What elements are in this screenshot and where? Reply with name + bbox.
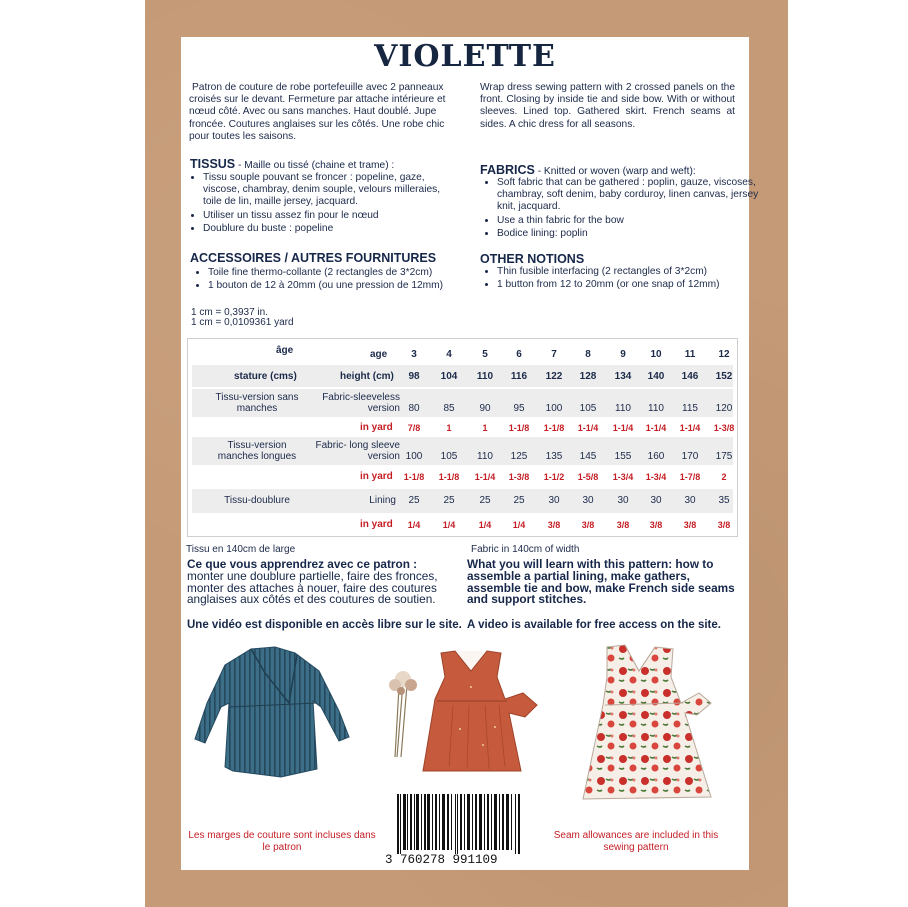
fabrics-sub: - Knitted or woven (warp and weft): <box>534 166 696 177</box>
video-note-fr: Une vidéo est disponible en accès libre sur le site. <box>187 619 462 631</box>
list-item: • Soft fabric that can be gathered : poplin, gauze, viscoses, chambray, soft denim, baby corduroy, linen canvas, jersey knit, jacquard. <box>497 177 759 214</box>
tissus-list <box>185 172 458 236</box>
list-item: • Utiliser un tissu assez fin pour le nœud <box>203 210 458 222</box>
sleeveless-yd-cell: 1-1/4 <box>645 423 667 433</box>
long-yd-cell: 1-3/4 <box>612 472 634 482</box>
age-cell: 7 <box>551 349 557 360</box>
list-item: • Bodice lining: poplin <box>497 228 759 240</box>
age-label-en: age <box>370 349 388 360</box>
long-cm-cell: 125 <box>510 451 528 462</box>
dress-photo-denim <box>189 643 354 783</box>
sleeveless-cm-cell: 100 <box>545 403 563 414</box>
sleeveless-cm-cell: 80 <box>408 403 420 414</box>
lining-yd-cell: 3/8 <box>649 520 663 530</box>
height-cell: 122 <box>545 371 563 382</box>
fabrics-heading <box>480 163 696 177</box>
long-yd-cell: 1-1/2 <box>543 472 565 482</box>
stature-label-en: height (cm) <box>340 371 394 382</box>
list-item: • Doublure du buste : popeline <box>203 223 458 235</box>
accessoires-heading: ACCESSOIRES / AUTRES FOURNITURES <box>190 251 437 265</box>
lining-yd-cell: 1/4 <box>512 520 526 530</box>
long-yd-cell: 1-5/8 <box>577 472 599 482</box>
table-row-lining-yard <box>192 516 733 532</box>
long-yd-cell: 1-7/8 <box>679 472 701 482</box>
notions-heading: OTHER NOTIONS <box>480 252 585 266</box>
lining-yd-cell: 3/8 <box>683 520 697 530</box>
lining-cm-cell: 25 <box>479 495 491 506</box>
height-cell: 110 <box>476 371 494 382</box>
long-cm-cell: 100 <box>405 451 423 462</box>
lining-yd-cell: 1/4 <box>407 520 421 530</box>
learn-french-rest: monter une doublure partielle, faire des fronces, monter des attaches à nouer, faire des coutures anglaises aux côtés et des coutures de soutien. <box>187 568 438 607</box>
fabric-width-en: Fabric in 140cm of width <box>471 544 580 555</box>
age-cell: 9 <box>620 349 626 360</box>
table-row-height <box>192 365 733 387</box>
lining-cm-cell: 30 <box>650 495 662 506</box>
height-cell: 134 <box>614 371 632 382</box>
conversion-inch: 1 cm = 0,3937 in. <box>191 307 268 318</box>
age-cell: 10 <box>650 349 662 360</box>
height-cell: 140 <box>647 371 665 382</box>
sleeveless-yd-cell: 1-1/4 <box>577 423 599 433</box>
long-yd-cell: 1-3/8 <box>508 472 530 482</box>
barcode-number: 3 760278 991109 <box>385 853 498 867</box>
list-item: • Tissu souple pouvant se froncer : popeline, gaze, viscose, chambray, denim souple, velours milleraies, toile de lin, maille jersey, jacquard. <box>203 172 458 209</box>
sleeveless-cm-cell: 120 <box>715 403 733 414</box>
accessoires-list <box>190 267 483 293</box>
sleeveless-cm-cell: 90 <box>479 403 491 414</box>
fabrics-list <box>479 177 759 241</box>
list-item: • 1 button from 12 to 20mm (or one snap of 12mm) <box>497 279 762 291</box>
page-title: VIOLETTE <box>374 39 556 74</box>
table-row-long-yard <box>192 468 733 484</box>
sleeveless-yd-cell: 1-1/4 <box>612 423 634 433</box>
long-yd-cell: 1-1/8 <box>438 472 460 482</box>
height-cell: 98 <box>408 371 420 382</box>
age-cell: 6 <box>516 349 522 360</box>
long-cm-cell: 175 <box>715 451 733 462</box>
sleeveless-cm-cell: 110 <box>615 403 631 414</box>
lining-yd-cell: 3/8 <box>616 520 630 530</box>
lining-cm-cell: 25 <box>408 495 420 506</box>
sleeveless-yd-cell: 1-1/8 <box>543 423 565 433</box>
learn-french <box>187 559 455 606</box>
list-item: • Thin fusible interfacing (2 rectangles of 3*2cm) <box>497 266 762 278</box>
sleeveless-yd-cell: 1-1/4 <box>679 423 701 433</box>
lining-cm-cell: 25 <box>513 495 525 506</box>
long-cm-cell: 155 <box>614 451 632 462</box>
age-cell: 3 <box>411 349 417 360</box>
pattern-sheet <box>181 37 759 870</box>
long-yd-cell: 1-1/8 <box>403 472 425 482</box>
conversion-yard: 1 cm = 0,0109361 yard <box>191 317 294 328</box>
lining-cm-cell: 35 <box>718 495 730 506</box>
sleeveless-label-en: Fabric-sleeveless version <box>322 392 400 414</box>
dress-photo-floral <box>573 643 723 805</box>
intro-english: Wrap dress sewing pattern with 2 crossed panels on the front. Closing by inside tie and side bow. With or without sleeves. Lined top. Gathered skirt. French seams at sides. A chic dress for all seasons. <box>480 82 735 130</box>
long-cm-cell: 110 <box>477 451 493 462</box>
fabric-width-fr: Tissu en 140cm de large <box>186 544 296 555</box>
learn-english: What you will learn with this pattern: how to assemble a partial lining, make gathers, assemble tie and bow, make French side seams and support stitches. <box>467 557 735 607</box>
long-cm-cell: 135 <box>545 451 563 462</box>
lining-yd-cell: 3/8 <box>717 520 731 530</box>
lining-yd-cell: 1/4 <box>442 520 456 530</box>
age-label-fr: âge <box>276 345 294 356</box>
in-yard-label: in yard <box>360 422 393 433</box>
age-cell: 4 <box>446 349 452 360</box>
age-cell: 8 <box>585 349 591 360</box>
sleeveless-cm-cell: 95 <box>513 403 525 414</box>
seam-note-fr: Les marges de couture sont incluses dans le patron <box>188 830 376 853</box>
stature-label-fr: stature (cms) <box>234 371 297 382</box>
lining-cm-cell: 30 <box>617 495 629 506</box>
lining-yd-cell: 3/8 <box>581 520 595 530</box>
sleeveless-yd-cell: 1 <box>446 423 452 433</box>
fabrics-title: FABRICS <box>480 163 535 177</box>
tissus-sub: - Maille ou tissé (chaine et trame) : <box>235 160 395 171</box>
long-label-en: Fabric- long sleeve version <box>315 440 400 462</box>
table-row-age <box>192 339 733 363</box>
lining-cm-cell: 30 <box>548 495 560 506</box>
list-item: • Toile fine thermo-collante (2 rectangles de 3*2cm) <box>208 267 483 279</box>
height-cell: 152 <box>715 371 733 382</box>
sleeveless-cm-cell: 115 <box>682 403 698 414</box>
height-cell: 104 <box>440 371 458 382</box>
dress-photo-rust <box>405 649 545 774</box>
long-cm-cell: 160 <box>647 451 665 462</box>
sleeveless-cm-cell: 105 <box>579 403 597 414</box>
intro-french: Patron de couture de robe portefeuille avec 2 panneaux croisés sur le devant. Fermeture par attache intérieure et nœud côté. Avec ou sans manches. Haut doublé. Jupe froncée. Coutures anglaises sur les côtés. Une robe chic pour toutes les saisons. <box>189 82 446 142</box>
lining-yd-cell: 1/4 <box>478 520 492 530</box>
table-row-sleeveless <box>192 389 733 417</box>
lining-cm-cell: 30 <box>582 495 594 506</box>
long-cm-cell: 105 <box>440 451 458 462</box>
long-cm-cell: 145 <box>579 451 597 462</box>
height-cell: 116 <box>510 371 528 382</box>
sleeveless-cm-cell: 110 <box>648 403 664 414</box>
lining-yd-cell: 3/8 <box>547 520 561 530</box>
sleeveless-yd-cell: 7/8 <box>407 423 421 433</box>
sleeveless-cm-cell: 85 <box>443 403 455 414</box>
height-cell: 128 <box>579 371 597 382</box>
lining-label-en: Lining <box>369 495 396 506</box>
tissus-heading <box>190 157 394 171</box>
notions-list <box>479 266 762 292</box>
age-cell: 5 <box>482 349 488 360</box>
in-yard-label: in yard <box>360 519 393 530</box>
long-yd-cell: 2 <box>721 472 727 482</box>
sleeveless-yd-cell: 1-3/8 <box>713 423 735 433</box>
learn-french-bold: Ce que vous apprendrez avec ce patron : <box>187 557 418 571</box>
sleeveless-label-fr: Tissu-version sans manches <box>215 392 299 414</box>
tissus-title: TISSUS <box>190 157 236 171</box>
in-yard-label: in yard <box>360 471 393 482</box>
list-item: • Use a thin fabric for the bow <box>497 215 759 227</box>
long-yd-cell: 1-1/4 <box>474 472 496 482</box>
lining-label-fr: Tissu-doublure <box>224 495 290 506</box>
seam-note-en: Seam allowances are included in this sewing pattern <box>553 830 719 853</box>
long-cm-cell: 170 <box>681 451 699 462</box>
table-row-lining <box>192 489 733 513</box>
sleeveless-yd-cell: 1 <box>482 423 488 433</box>
long-label-fr: Tissu-version manches longues <box>217 440 297 462</box>
height-cell: 146 <box>681 371 699 382</box>
table-row-long-sleeve <box>192 437 733 465</box>
age-cell: 12 <box>718 349 730 360</box>
list-item: • 1 bouton de 12 à 20mm (ou une pression de 12mm) <box>208 280 483 292</box>
table-row-sleeveless-yard <box>192 419 733 435</box>
lining-cm-cell: 30 <box>684 495 696 506</box>
long-yd-cell: 1-3/4 <box>645 472 667 482</box>
size-table <box>187 338 738 537</box>
barcode <box>397 794 521 854</box>
video-note-en: A video is available for free access on the site. <box>467 619 721 631</box>
sleeveless-yd-cell: 1-1/8 <box>508 423 530 433</box>
lining-cm-cell: 25 <box>443 495 455 506</box>
age-cell: 11 <box>684 349 696 360</box>
